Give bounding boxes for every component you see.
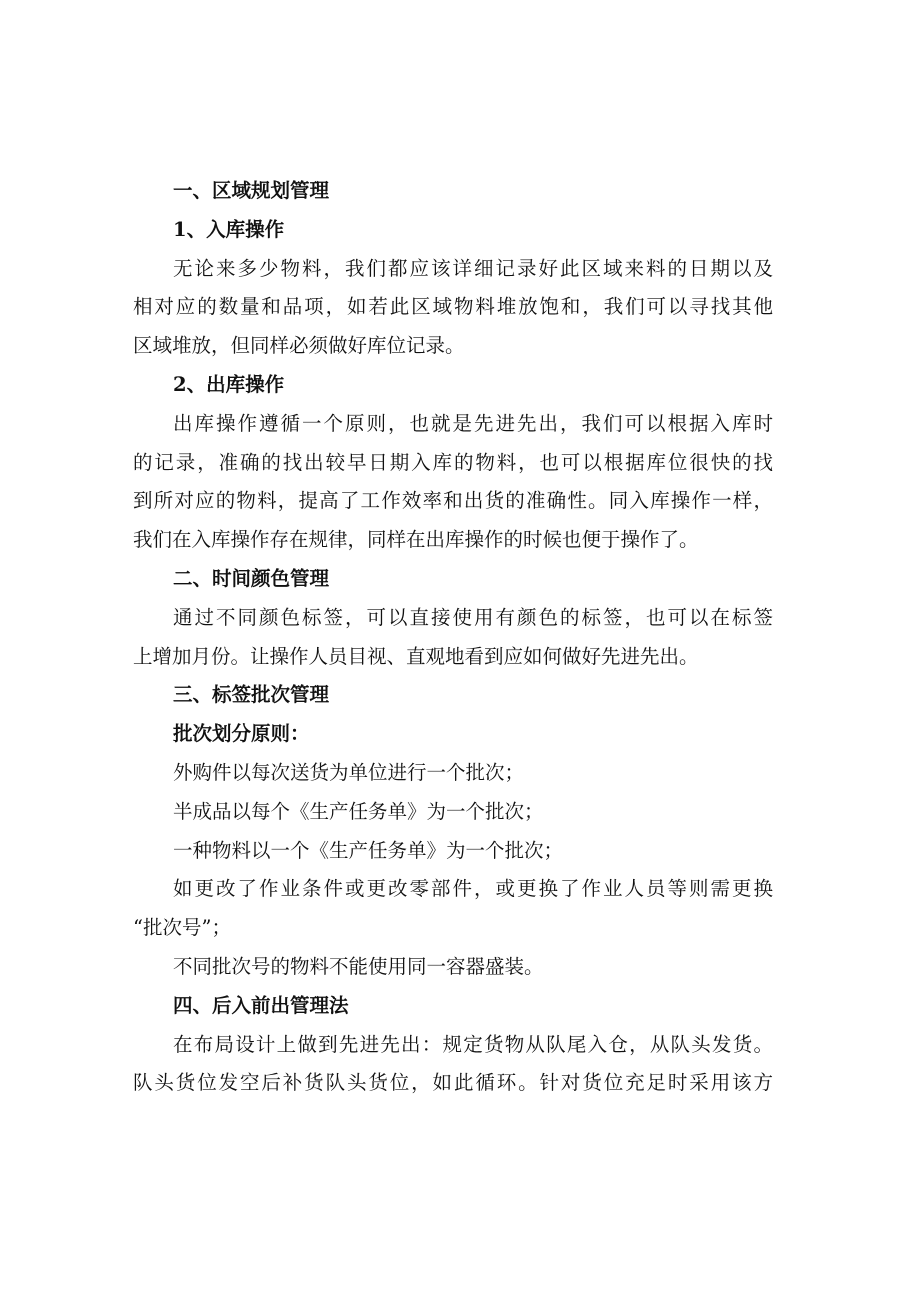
list-item: 半成品以每个《生产任务单》为一个批次； xyxy=(173,799,544,823)
list-item: 不同批次号的物料不能使用同一容器盛装。 xyxy=(173,954,544,978)
paragraph-line: 到所对应的物料，提高了工作效率和出货的准确性。同入库操作一样， xyxy=(133,489,773,513)
list-item: 一种物料以一个《生产任务单》为一个批次； xyxy=(173,838,564,862)
paragraph-line: 区域堆放，但同样必须做好库位记录。 xyxy=(133,334,465,358)
paragraph-line: 通过不同颜色标签，可以直接使用有颜色的标签，也可以在标签 xyxy=(173,605,773,629)
section-1-heading: 一、区域规划管理 xyxy=(173,179,330,202)
list-item: 外购件以每次送货为单位进行一个批次； xyxy=(173,760,525,784)
paragraph-line: 我们在入库操作存在规律，同样在出库操作的时候也便于操作了。 xyxy=(133,528,699,552)
list-item-continuation: “批次号”； xyxy=(133,916,231,940)
paragraph-line: 上增加月份。让操作人员目视、直观地看到应如何做好先进先出。 xyxy=(133,644,699,668)
paragraph-line: 相对应的数量和品项，如若此区域物料堆放饱和，我们可以寻找其他 xyxy=(133,295,773,319)
paragraph-line: 的记录，准确的找出较早日期入库的物料，也可以根据库位很快的找 xyxy=(133,450,773,474)
section-2-heading: 二、时间颜色管理 xyxy=(173,566,330,590)
paragraph-line: 出库操作遵循一个原则，也就是先进先出，我们可以根据入库时 xyxy=(173,411,773,435)
section-3-subheading: 批次划分原则： xyxy=(173,722,310,746)
paragraph-line: 无论来多少物料，我们都应该详细记录好此区域来料的日期以及 xyxy=(173,256,773,280)
subsection-1-1-heading: 1、入库操作 xyxy=(173,217,285,241)
document-page xyxy=(133,172,773,1103)
section-3-heading: 三、标签批次管理 xyxy=(173,683,330,707)
paragraph-line: 在布局设计上做到先进先出：规定货物从队尾入仓，从队头发货。 xyxy=(173,1032,773,1056)
subsection-1-2-heading: 2、出库操作 xyxy=(173,372,285,396)
section-4-heading: 四、后入前出管理法 xyxy=(173,993,349,1017)
list-item: 如更改了作业条件或更改零部件，或更换了作业人员等则需更换 xyxy=(173,877,773,901)
paragraph-line: 队头货位发空后补货队头货位，如此循环。针对货位充足时采用该方 xyxy=(133,1071,773,1095)
